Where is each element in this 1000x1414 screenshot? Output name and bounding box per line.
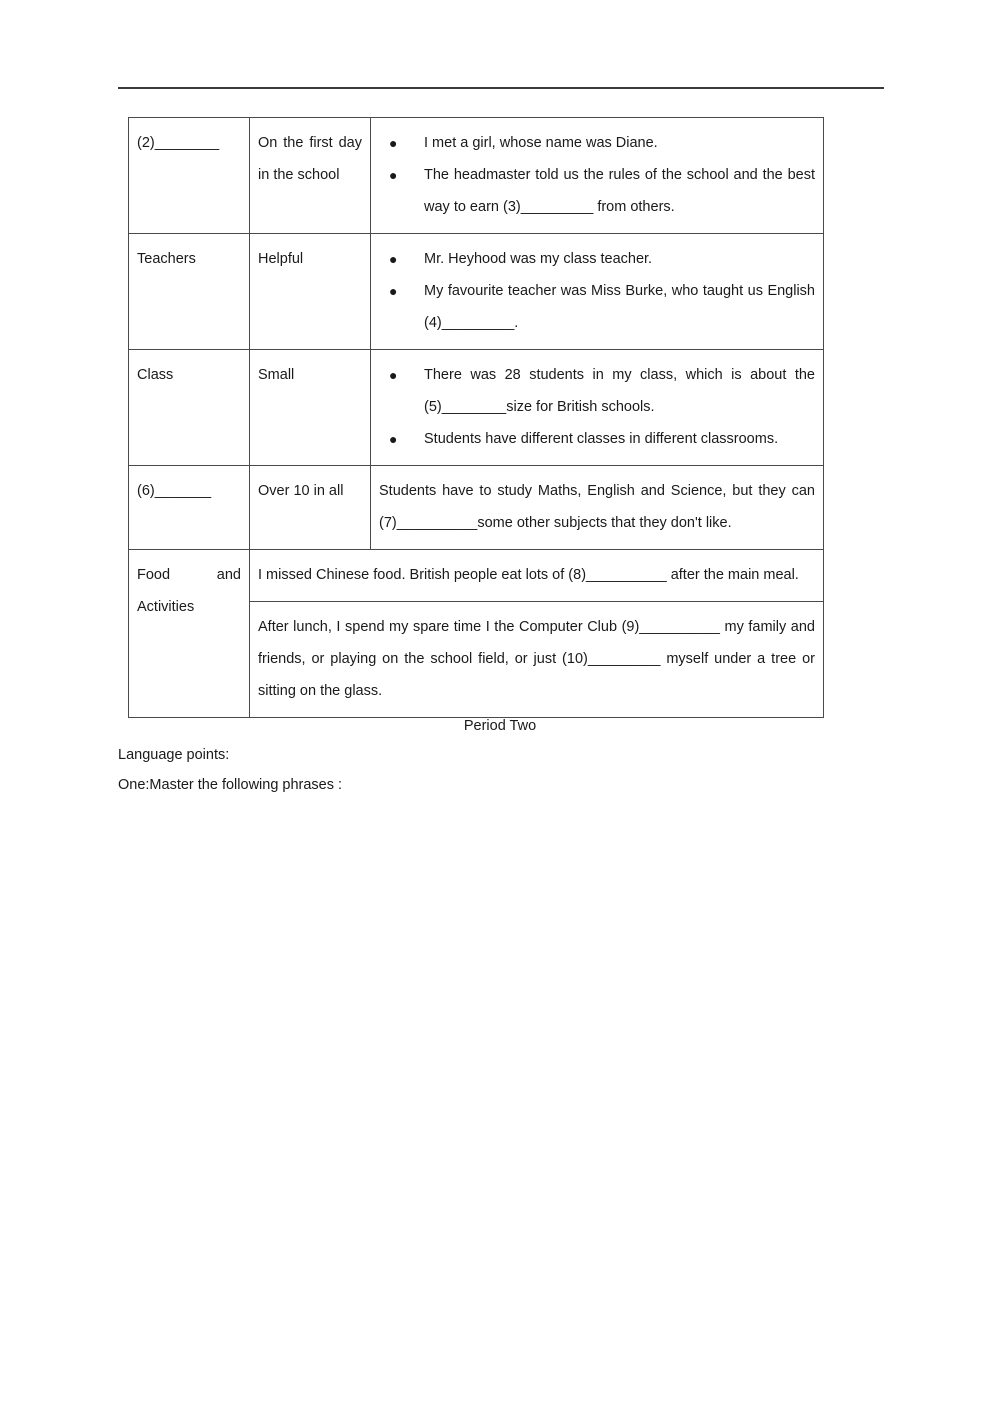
list-item (379, 275, 815, 339)
list-item (379, 243, 815, 275)
bullet-icon: ● (389, 431, 398, 447)
list-item (379, 127, 815, 159)
row-teachers-notes-cell (371, 234, 824, 350)
list-item-text: Students have different classes in different classrooms. (424, 431, 779, 447)
header-rule (118, 87, 884, 89)
row-class-label: Class (137, 367, 174, 383)
row-topic-6-detail: Over 10 in all (258, 483, 344, 499)
table-row (129, 234, 824, 350)
table-row (129, 118, 824, 234)
row-topic-2-detail: On the first day in the school (258, 135, 362, 183)
row-topic-2-label: (2)________ (137, 135, 220, 151)
table-row (129, 550, 824, 718)
row-food-activities-label: Food and Activities (137, 567, 241, 615)
bullet-icon: ● (389, 135, 398, 151)
row-topic-6-label: (6)_______ (137, 483, 212, 499)
table-row (129, 466, 824, 550)
list-item-text: There was 28 students in my class, which is about the (5)________size for British schools. (424, 367, 815, 415)
note-taking-table (128, 117, 824, 718)
list-item (379, 359, 815, 423)
language-points-label: Language points: (118, 747, 230, 763)
row-topic-6-detail-cell (250, 466, 371, 550)
row-topic-2-detail-cell (250, 118, 371, 234)
row-class-detail: Small (258, 367, 295, 383)
list-item (379, 423, 815, 455)
row-topic-6-label-cell (129, 466, 250, 550)
food-activities-subtable (250, 550, 823, 717)
period-heading: Period Two (463, 718, 537, 734)
row-food-activities-merged-cell (250, 550, 824, 718)
bullet-icon: ● (389, 251, 398, 267)
list-item-text: Mr. Heyhood was my class teacher. (424, 251, 653, 267)
row-teachers-detail-cell (250, 234, 371, 350)
bullet-icon: ● (389, 367, 398, 383)
table-row (250, 602, 823, 718)
phrases-label: One:Master the following phrases : (118, 777, 343, 793)
row-class-detail-cell (250, 350, 371, 466)
bullet-icon: ● (389, 283, 398, 299)
bullet-list (379, 127, 815, 223)
row-teachers-label: Teachers (137, 251, 196, 267)
row-teachers-detail: Helpful (258, 251, 304, 267)
bullet-list (379, 359, 815, 455)
table-row (129, 350, 824, 466)
row-food-activities-label-cell (129, 550, 250, 718)
table-row (250, 550, 823, 602)
bullet-icon: ● (389, 167, 398, 183)
list-item-text: I met a girl, whose name was Diane. (424, 135, 658, 151)
list-item-text: The headmaster told us the rules of the school and the best way to earn (3)_________ from others. (424, 167, 815, 215)
row-topic-2-label-cell (129, 118, 250, 234)
row-class-label-cell (129, 350, 250, 466)
activities-paragraph-cell (250, 602, 823, 718)
food-paragraph: I missed Chinese food. British people eat lots of (8)__________ after the main meal. (258, 567, 799, 583)
activities-paragraph: After lunch, I spend my spare time I the Computer Club (9)__________ my family and friends, or playing on the school field, or just (10)_________ myself under a tree or sitting on the glass. (258, 619, 815, 699)
row-topic-6-notes-cell (371, 466, 824, 550)
bullet-list (379, 243, 815, 339)
row-teachers-label-cell (129, 234, 250, 350)
row-topic-6-paragraph: Students have to study Maths, English and Science, but they can (7)__________some other subjects that they don't like. (379, 483, 815, 531)
row-class-notes-cell (371, 350, 824, 466)
list-item (379, 159, 815, 223)
list-item-text: My favourite teacher was Miss Burke, who taught us English (4)_________. (424, 283, 815, 331)
food-paragraph-cell (250, 550, 823, 602)
row-topic-2-notes-cell (371, 118, 824, 234)
